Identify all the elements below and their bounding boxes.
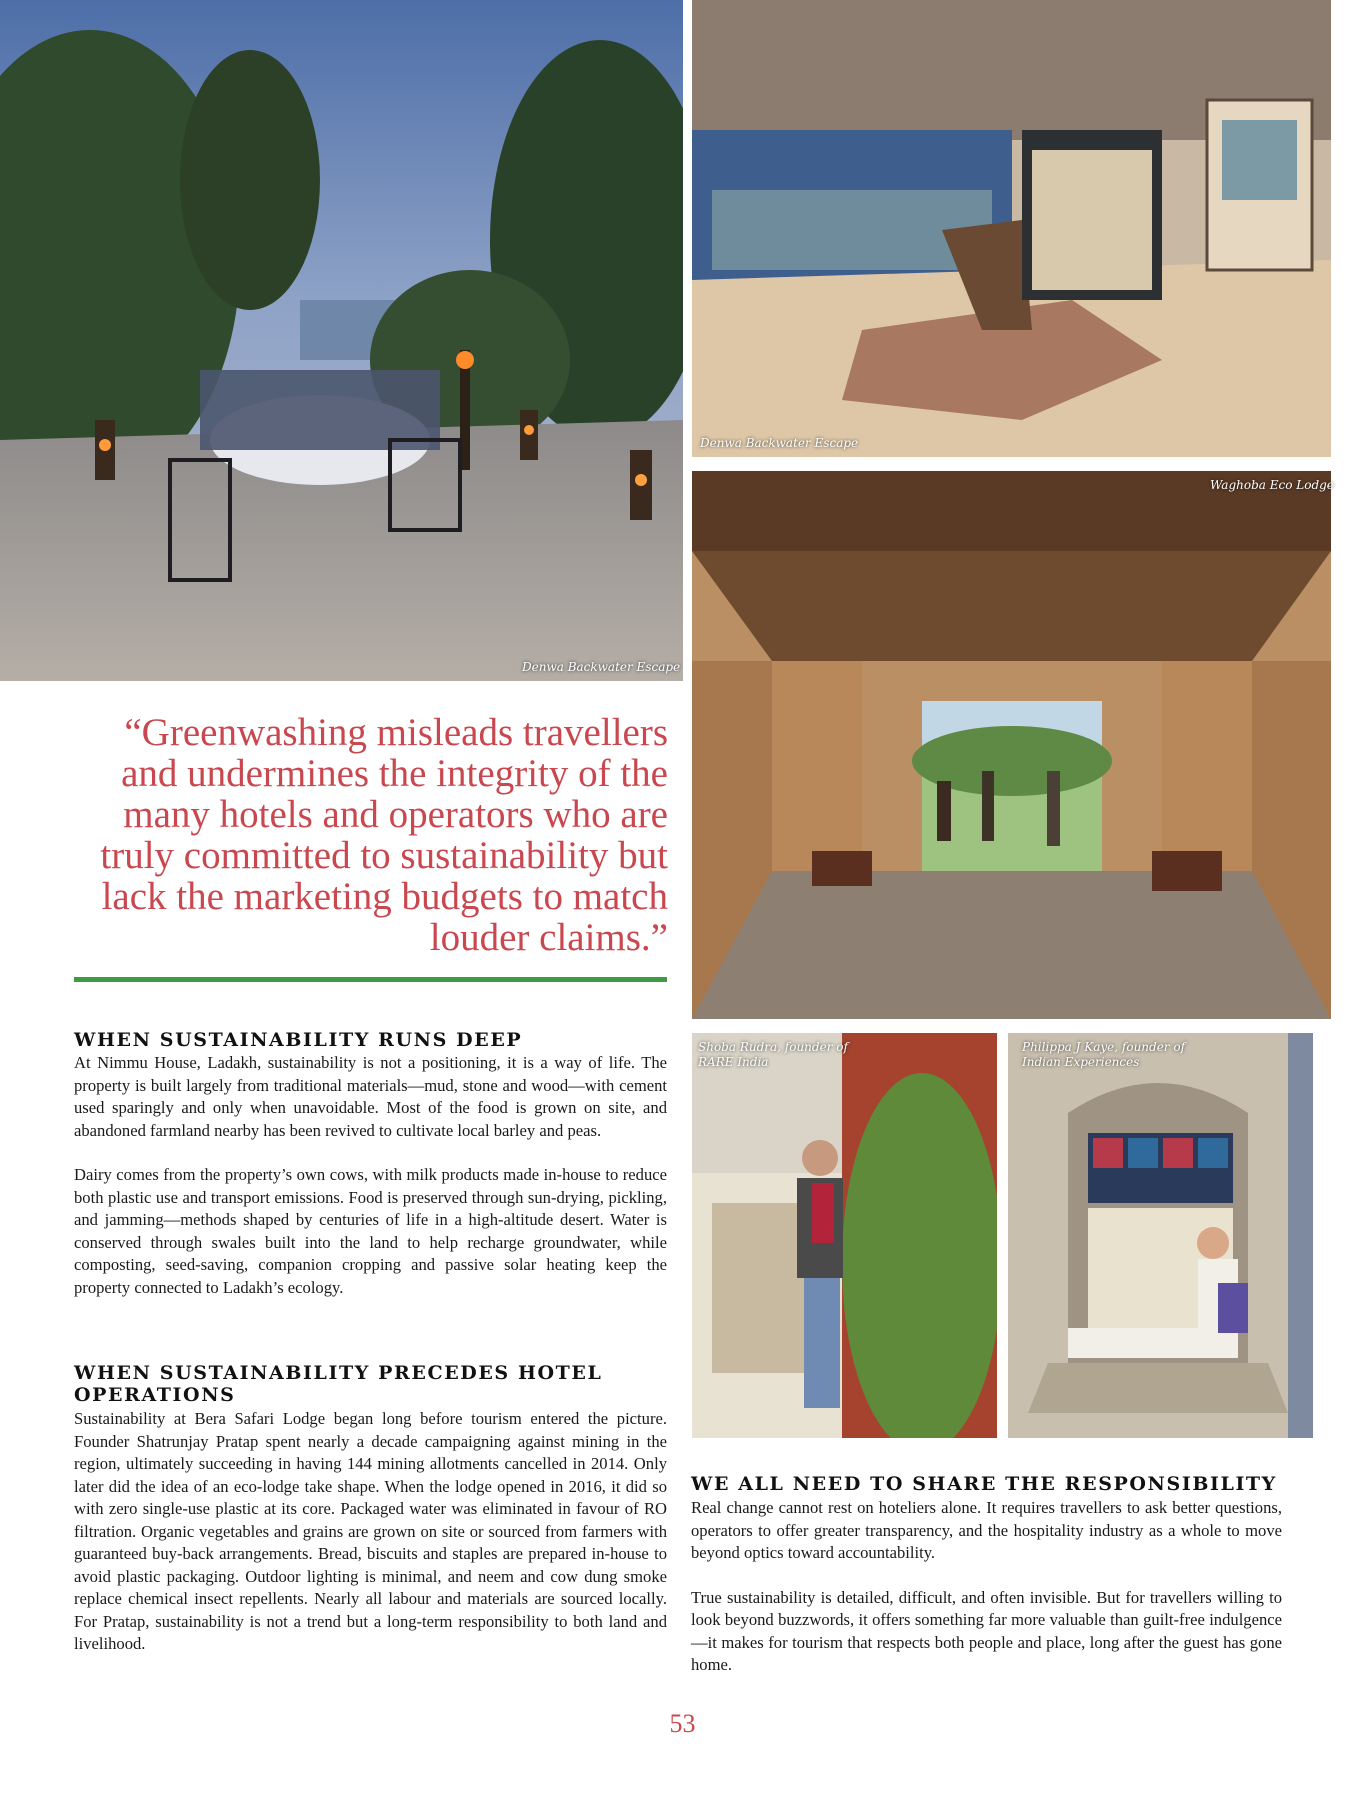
philippa-caption-line2: Indian Experiences bbox=[1022, 1055, 1140, 1069]
shoba-caption-line2: RARE India bbox=[698, 1055, 769, 1069]
philippa-photo-caption bbox=[1022, 1040, 1185, 1070]
section-share-responsibility-body bbox=[691, 1497, 1282, 1699]
photo-philippa-kaye bbox=[1008, 1033, 1313, 1438]
share-responsibility-paragraph-1: Real change cannot rest on hoteliers alone. It requires travellers to ask better questions, operators to offer greater transparency, and the hospitality industry as a whole to move beyond optics toward accountability. bbox=[691, 1498, 1282, 1562]
runs-deep-paragraph-2: Dairy comes from the property’s own cows, with milk products made in-house to reduce both plastic use and transport emissions. Food is preserved through sun-drying, pickling, and jamming—methods shaped by centuries of life in a high-altitude desert. Water is conserved through swales built into the land to help recharge groundwater, while composting, seed-saving, companion cropping and passive solar heating keep the property connected to Ladakh’s ecology. bbox=[74, 1165, 667, 1297]
section-precedes-hotel-body bbox=[74, 1408, 667, 1678]
section-heading-precedes-hotel: WHEN SUSTAINABILITY PRECEDES HOTEL OPERATIONS bbox=[74, 1362, 603, 1406]
veranda-photo-caption: Waghoba Eco Lodge bbox=[1210, 478, 1334, 492]
shoba-caption-line1: Shoba Rudra, founder of bbox=[698, 1040, 848, 1054]
dining-photo-caption: Denwa Backwater Escape bbox=[522, 660, 681, 674]
photo-lobby bbox=[692, 0, 1331, 457]
photo-shoba-rudra bbox=[692, 1033, 997, 1438]
section-runs-deep-body bbox=[74, 1052, 667, 1321]
pull-quote: “Greenwashing misleads travellers and undermines the integrity of the many hotels and operators who are truly committed to sustainability but lack the marketing budgets to match louder claims.” bbox=[100, 711, 668, 959]
philippa-caption-line1: Philippa J Kaye, founder of bbox=[1022, 1040, 1186, 1054]
precedes-hotel-paragraph-1: Sustainability at Bera Safari Lodge began long before tourism entered the picture. Founder Shatrunjay Pratap spent nearly a decade campaigning against mining in the region, ultimately succeeding in having 144 mining allotments cancelled in 2014. Only later did the idea of an eco-lodge take shape. When the lodge opened in 2016, it did so with zero single-use plastic at its core. Packaged water was eliminated in favour of RO filtration. Organic vegetables and grains are grown on site or sourced from farmers with guaranteed buy-back arrangements. Bread, biscuits and staples are prepared in-house to avoid plastic packaging. Outdoor lighting is minimal, and neem and cow dung smoke replace chemical insect repellents. Nearly all labour and materials are sourced locally. For Pratap, sustainability is not a trend but a long-term responsibility to both land and livelihood. bbox=[74, 1409, 667, 1653]
runs-deep-paragraph-1: At Nimmu House, Ladakh, sustainability is not a positioning, it is a way of life. The property is built largely from traditional materials—mud, stone and wood—with cement used sparingly and only when unavoidable. Most of the food is grown on site, and abandoned farmland nearby has been revived to cultivate local barley and peas. bbox=[74, 1053, 667, 1140]
quote-divider bbox=[74, 977, 667, 982]
photo-veranda bbox=[692, 471, 1331, 1019]
lobby-photo-caption: Denwa Backwater Escape bbox=[700, 436, 859, 450]
section-heading-share-responsibility: WE ALL NEED TO SHARE THE RESPONSIBILITY bbox=[691, 1473, 1277, 1495]
page-number: 53 bbox=[669, 1709, 696, 1738]
section-heading-runs-deep: WHEN SUSTAINABILITY RUNS DEEP bbox=[74, 1029, 523, 1051]
photo-outdoor-dining bbox=[0, 0, 683, 681]
shoba-photo-caption bbox=[698, 1040, 848, 1070]
share-responsibility-paragraph-2: True sustainability is detailed, difficult, and often invisible. But for travellers willing to look beyond buzzwords, it offers something far more valuable than guilt-free indulgence—it makes for tourism that respects both people and place, long after the guest has gone home. bbox=[691, 1587, 1282, 1674]
